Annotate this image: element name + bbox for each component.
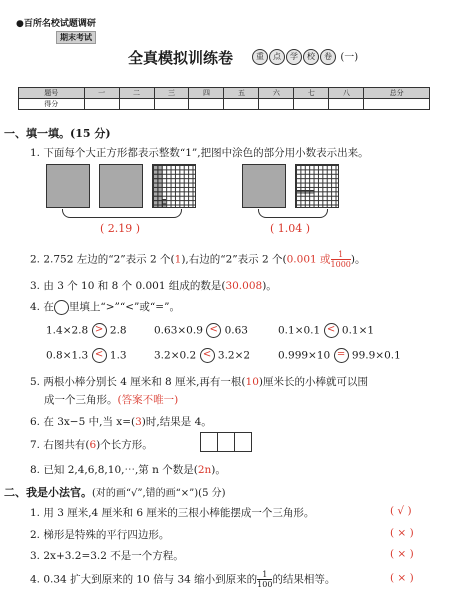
score-header-cell: 三 (154, 88, 189, 99)
seal-char: 点 (269, 49, 285, 65)
score-cell[interactable] (154, 99, 189, 110)
seal-char: 校 (303, 49, 319, 65)
q1-answer-right: ( 1.04 ) (270, 222, 311, 235)
score-header-cell: 五 (224, 88, 259, 99)
tf-mark: ( × ) (390, 572, 414, 584)
score-header-cell: 八 (329, 88, 364, 99)
q5-line2: 成一个三角形。(答案不唯一) (44, 394, 179, 406)
q4-compare-row: 0.8×1.3 < 1.3 (46, 349, 127, 362)
q1-answer-left: ( 2.19 ) (100, 222, 141, 235)
score-cell[interactable] (259, 99, 294, 110)
score-header-cell: 一 (84, 88, 119, 99)
score-cell[interactable] (294, 99, 329, 110)
score-header-cell: 二 (119, 88, 154, 99)
score-cell[interactable] (364, 99, 430, 110)
q2-fraction: $\frac{1}{1000}$ (330, 250, 351, 269)
q3-line: 3. 由 3 个 10 和 8 个 0.001 组成的数是(30.008)。 (30, 280, 277, 292)
tf-fraction: $\frac{1}{100}$ (257, 570, 273, 589)
tf-item: 1. 用 3 厘米,4 厘米和 6 厘米的三根小棒能摆成一个三角形。 (30, 507, 315, 519)
q2-answer-1: 1 (174, 253, 182, 266)
score-header-cell: 总分 (364, 88, 430, 99)
q7-line: 7. 右图共有(6)个长方形。 (30, 439, 153, 451)
compare-circle: < (92, 348, 107, 363)
q2-answer-2: 0.001 或 (286, 253, 331, 266)
q3-answer: 30.008 (225, 280, 263, 292)
filled-square (242, 164, 286, 208)
partial-grid-square (295, 164, 339, 208)
compare-circle: > (92, 323, 107, 338)
score-header-cell: 七 (294, 88, 329, 99)
score-row-label: 得分 (19, 99, 85, 110)
section2-heading: 二、我是小法官。(对的画“√”,错的画“×”)(5 分) (4, 486, 226, 499)
q4-compare-row: 1.4×2.8 > 2.8 (46, 324, 127, 337)
q6-line: 6. 在 3x−5 中,当 x=(3)时,结果是 4。 (30, 416, 212, 428)
q7-answer: 6 (89, 439, 97, 451)
rectangle-figure (201, 432, 252, 452)
score-table (18, 87, 430, 110)
q5-note: (答案不唯一) (117, 394, 179, 406)
score-cell[interactable] (224, 99, 259, 110)
title-suffix: (一) (340, 52, 359, 63)
q4-compare-row: 0.63×0.9 < 0.63 (154, 324, 248, 337)
filled-square (46, 164, 90, 208)
tf-mark: ( √ ) (390, 505, 412, 517)
q2-text: )。 (350, 253, 366, 266)
tf-mark: ( × ) (390, 527, 414, 539)
compare-circle: < (200, 348, 215, 363)
page-title: 全真模拟训练卷 (128, 49, 234, 67)
filled-square (99, 164, 143, 208)
score-cell[interactable] (189, 99, 224, 110)
section1-heading: 一、填一填。(15 分) (4, 127, 111, 140)
compare-circle: < (324, 323, 339, 338)
exam-type-tag: 期末考试 (56, 31, 96, 44)
brace (258, 209, 328, 218)
q8-line: 8. 已知 2,4,6,8,10,⋯,第 n 个数是(2n)。 (30, 464, 226, 476)
partial-grid-square (152, 164, 196, 208)
score-cell[interactable] (119, 99, 154, 110)
q2-line (30, 250, 366, 269)
series-label: ●百所名校试题调研 (16, 19, 96, 29)
seal-char: 学 (286, 49, 302, 65)
q5-line: 5. 两根小棒分别长 4 厘米和 8 厘米,再有一根(10)厘米长的小棒就可以围 (30, 376, 368, 388)
tf-item: 2. 梯形是特殊的平行四边形。 (30, 529, 170, 541)
compare-circle: = (334, 348, 349, 363)
tf-item: 3. 2x+3.2=3.2 不是一个方程。 (30, 550, 184, 562)
seal-char: 重 (252, 49, 268, 65)
score-cell[interactable] (329, 99, 364, 110)
q8-answer: 2n (197, 464, 212, 476)
q4-compare-row: 0.1×0.1 < 0.1×1 (278, 324, 375, 337)
score-header-cell: 四 (189, 88, 224, 99)
seal-group (252, 48, 358, 65)
q4-compare-row: 0.999×10 = 99.9×0.1 (278, 349, 401, 362)
tf-item: 4. 0.34 扩大到原来的 10 倍与 34 缩小到原来的 $\frac{1}{100}$ 的结果相等。 (30, 570, 336, 589)
q1-text: 1. 下面每个大正方形都表示整数“1”,把图中涂色的部分用小数表示出来。 (30, 147, 369, 159)
score-cell[interactable] (84, 99, 119, 110)
compare-circle: < (206, 323, 221, 338)
q4-compare-row: 3.2×0.2 < 3.2×2 (154, 349, 251, 362)
tf-mark: ( × ) (390, 548, 414, 560)
q2-text: ),右边的“2”表示 2 个( (181, 253, 287, 266)
seal-char: 卷 (320, 49, 336, 65)
score-header-cell: 题号 (19, 88, 85, 99)
q2-text: 2. 2.752 左边的“2”表示 2 个( (30, 253, 175, 266)
score-header-cell: 六 (259, 88, 294, 99)
blank-circle-icon (54, 300, 69, 315)
q6-answer: 3 (135, 416, 142, 428)
brace (62, 209, 182, 218)
q5-answer: 10 (245, 376, 259, 388)
q4-line: 4. 在 里填上“>”“<”或“=”。 (30, 301, 180, 313)
